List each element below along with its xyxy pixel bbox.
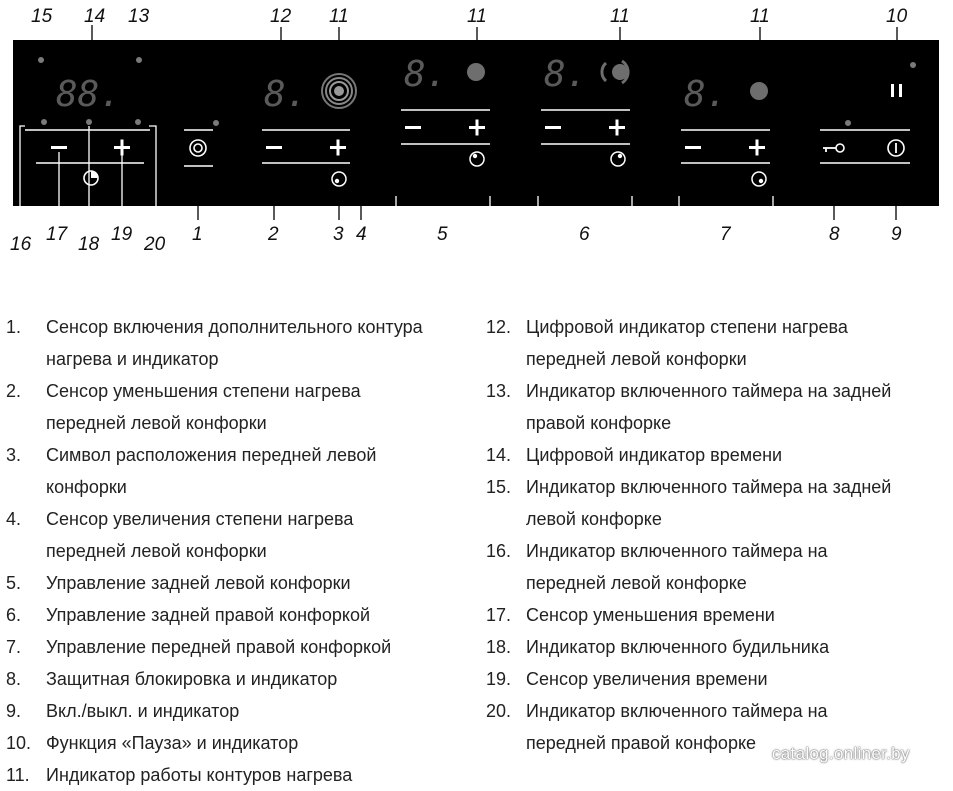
extra-circuit-led: [213, 120, 219, 126]
legend-item-number: 13.: [486, 381, 512, 401]
front-right-power-display: 8.: [684, 74, 728, 115]
callout-11-d: 11: [750, 6, 770, 27]
legend-item: [486, 311, 946, 375]
rear-right-timer-led: [136, 57, 142, 63]
rear-right-power-display: 8.: [544, 54, 588, 95]
legend-item-number: 5.: [6, 573, 22, 593]
legend-item-line: Сенсор уменьшения времени: [526, 605, 775, 625]
legend-item-line: Индикатор включенного будильника: [526, 637, 830, 657]
legend-item-line: Индикатор включенного таймера на задней: [526, 477, 892, 497]
timer-display: 88.: [56, 74, 122, 115]
legend-left-column: [6, 311, 476, 791]
legend-item: [486, 375, 946, 439]
timer-minus-button[interactable]: [51, 146, 67, 149]
legend-right-column: [486, 311, 946, 759]
rear-left-timer-led: [38, 57, 44, 63]
pause-led: [910, 62, 916, 68]
legend-item-number: 19.: [486, 669, 512, 689]
legend-item-line: Индикатор работы контуров нагрева: [46, 765, 353, 785]
heating-circuit-indicator-rear-left: [467, 63, 485, 81]
callout-6: 6: [579, 224, 590, 245]
legend-item-text: [46, 567, 476, 599]
legend-item-text: [46, 631, 476, 663]
legend-item-text: [526, 663, 946, 695]
legend-item: [6, 759, 476, 791]
rear-left-power-display: 8.: [404, 54, 448, 95]
legend-item: [6, 599, 476, 631]
legend-item: [486, 599, 946, 631]
legend-item-line: Символ расположения передней левой: [46, 445, 377, 465]
legend-item: [6, 663, 476, 695]
legend-item: [486, 439, 946, 471]
legend-item-line: Индикатор включенного таймера на: [526, 541, 828, 561]
legend-item: [6, 727, 476, 759]
legend-item-line: Функция «Пауза» и индикатор: [46, 733, 299, 753]
alarm-led: [86, 119, 92, 125]
callout-2: 2: [268, 224, 279, 245]
watermark: catalog.onliner.by: [772, 744, 910, 763]
legend-item-line: Индикатор включенного таймера на задней: [526, 381, 892, 401]
heating-circuit-indicator-front-right: [750, 82, 768, 100]
legend-item-number: 8.: [6, 669, 22, 689]
lock-led: [845, 120, 851, 126]
legend-item-line: Вкл./выкл. и индикатор: [46, 701, 240, 721]
legend-item-text: [46, 439, 476, 503]
legend-item: [6, 567, 476, 599]
legend-item-number: 2.: [6, 381, 22, 401]
callout-1: 1: [192, 224, 203, 245]
legend-item-number: 15.: [486, 477, 512, 497]
legend-item-line: Сенсор увеличения времени: [526, 669, 768, 689]
legend-item-text: [526, 375, 946, 439]
callout-20: 20: [144, 234, 166, 255]
legend-item-line: Цифровой индикатор степени нагрева: [526, 317, 848, 337]
legend-item-line: передней правой конфорке: [526, 733, 757, 753]
legend-item-line: Управление передней правой конфоркой: [46, 637, 392, 657]
callout-11-a: 11: [329, 6, 349, 27]
legend-item: [486, 471, 946, 535]
legend-item-number: 16.: [486, 541, 512, 561]
legend-item: [6, 695, 476, 727]
callout-11-b: 11: [467, 6, 487, 27]
legend-item: [486, 663, 946, 695]
legend-item-text: [526, 535, 946, 599]
legend-item: [6, 439, 476, 503]
front-left-timer-led: [41, 119, 47, 125]
callout-16: 16: [10, 234, 32, 255]
legend-item-text: [526, 471, 946, 535]
legend-item-line: передней левой конфорки: [46, 413, 267, 433]
front-right-minus-button[interactable]: [685, 146, 701, 149]
legend-item-text: [526, 311, 946, 375]
legend-item-line: левой конфорке: [526, 509, 662, 529]
callout-17: 17: [46, 224, 68, 245]
rear-left-minus-button[interactable]: [405, 126, 421, 129]
legend-item-line: Сенсор включения дополнительного контура: [46, 317, 423, 337]
legend-item-line: передней левой конфорки: [526, 349, 747, 369]
callout-14: 14: [84, 6, 106, 27]
legend-item: [6, 375, 476, 439]
legend-item-number: 14.: [486, 445, 512, 465]
callout-18: 18: [78, 234, 100, 255]
legend-item-text: [46, 599, 476, 631]
callout-4: 4: [356, 224, 367, 245]
callout-15: 15: [31, 6, 53, 27]
front-left-power-display: 8.: [264, 74, 308, 115]
control-panel-diagram: [0, 0, 953, 270]
callout-7: 7: [720, 224, 731, 245]
legend-item-number: 10.: [6, 733, 32, 753]
legend-item-number: 12.: [486, 317, 512, 337]
front-left-minus-button[interactable]: [266, 146, 282, 149]
legend-item-line: конфорки: [46, 477, 127, 497]
callout-8: 8: [829, 224, 840, 245]
legend-item-line: Сенсор увеличения степени нагрева: [46, 509, 354, 529]
legend-item-line: Цифровой индикатор времени: [526, 445, 783, 465]
legend-item: [486, 535, 946, 599]
legend-item-text: [46, 311, 476, 375]
legend-item-number: 17.: [486, 605, 512, 625]
legend-item-number: 4.: [6, 509, 22, 529]
legend-item-number: 9.: [6, 701, 22, 721]
callout-19: 19: [111, 224, 133, 245]
legend-item-text: [46, 663, 476, 695]
legend-item-line: передней левой конфорке: [526, 573, 747, 593]
legend-item: [486, 631, 946, 663]
legend-item-text: [46, 503, 476, 567]
legend-item-line: Управление задней правой конфоркой: [46, 605, 371, 625]
legend-item-line: нагрева и индикатор: [46, 349, 219, 369]
callout-9: 9: [891, 224, 902, 245]
legend-item-line: Защитная блокировка и индикатор: [46, 669, 338, 689]
legend-item-number: 11.: [6, 765, 30, 785]
callout-11-c: 11: [610, 6, 630, 27]
legend-item-line: Индикатор включенного таймера на: [526, 701, 828, 721]
legend-item-text: [526, 439, 946, 471]
legend-item-number: 6.: [6, 605, 22, 625]
legend-item-number: 1.: [6, 317, 22, 337]
legend-item: [6, 311, 476, 375]
legend-item: [6, 503, 476, 567]
legend-item-text: [46, 375, 476, 439]
legend-item-line: передней левой конфорки: [46, 541, 267, 561]
callout-13: 13: [128, 6, 150, 27]
rear-right-minus-button[interactable]: [545, 126, 561, 129]
legend-item-number: 7.: [6, 637, 22, 657]
front-right-timer-led: [135, 119, 141, 125]
legend-item-number: 20.: [486, 701, 512, 721]
legend-item-line: правой конфорке: [526, 413, 672, 433]
legend-item-number: 3.: [6, 445, 22, 465]
callout-5: 5: [437, 224, 448, 245]
legend-item-text: [46, 759, 476, 791]
legend-item-line: Сенсор уменьшения степени нагрева: [46, 381, 361, 401]
callout-12: 12: [270, 6, 292, 27]
legend-item-text: [46, 727, 476, 759]
legend-item-text: [526, 631, 946, 663]
legend-item-text: [46, 695, 476, 727]
legend-item-line: Управление задней левой конфорки: [46, 573, 351, 593]
legend-item-number: 18.: [486, 637, 512, 657]
callout-3: 3: [333, 224, 344, 245]
callout-10: 10: [886, 6, 908, 27]
legend-item-text: [526, 599, 946, 631]
legend-item: [6, 631, 476, 663]
